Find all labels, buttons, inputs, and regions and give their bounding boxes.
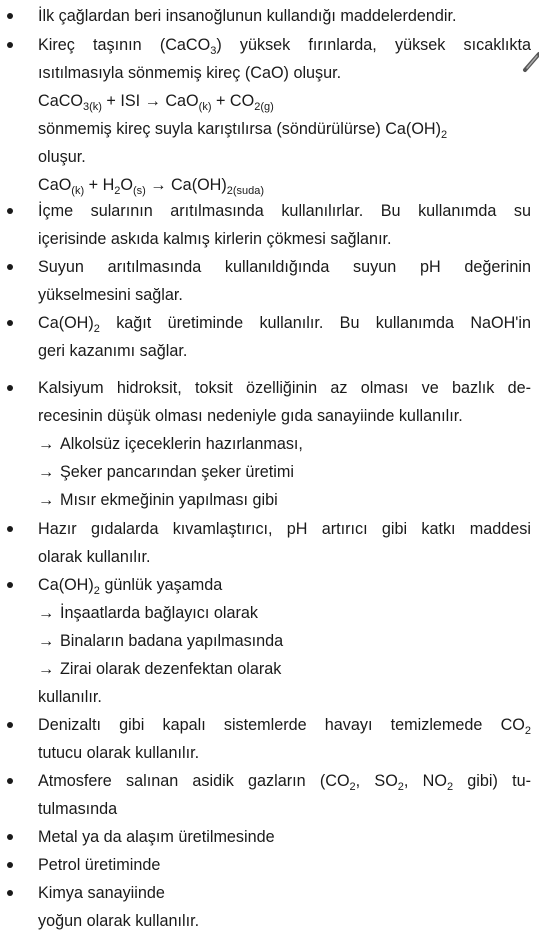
subscript: 2: [114, 185, 121, 197]
text-run: Zirai olarak dezenfektan olarak: [60, 660, 282, 678]
bullet-marker: [5, 11, 15, 21]
text-run: Atmosfere salınan asidik gazların (CO: [38, 772, 350, 790]
text-run: Mısır ekmeğinin yapılması gibi: [60, 491, 278, 509]
bullet-marker: [5, 262, 15, 272]
bullet-marker: [5, 206, 15, 216]
text-run: tutucu olarak kullanılır.: [38, 744, 200, 762]
subscript: 2: [446, 781, 454, 793]
subscript: 2: [397, 781, 404, 793]
subscript: 2: [441, 129, 448, 141]
arrow-icon: →: [38, 463, 55, 481]
text-line: [38, 855, 531, 875]
text-run: Kireç taşının (CaCO: [38, 36, 211, 54]
text-run: ısıtılmasıyla sönmemiş kireç (CaO) oluşur.: [38, 64, 342, 82]
text-line: [38, 6, 531, 26]
text-line: [38, 631, 531, 651]
subscript: 2: [524, 725, 531, 737]
text-run: geri kazanımı sağlar.: [38, 342, 188, 360]
text-line: [38, 378, 531, 398]
text-run: yükselmesini sağlar.: [38, 286, 183, 304]
text-line: [38, 257, 531, 277]
text-run: tulmasında: [38, 800, 118, 818]
text-run: ) yüksek fırınlarda, yüksek sıcaklıkta: [216, 36, 531, 54]
text-line: [38, 201, 531, 221]
text-line: [38, 715, 531, 735]
text-line: [38, 519, 531, 539]
text-run: Şeker pancarından şeker üretimi: [60, 463, 294, 481]
text-run: Binaların badana yapılmasında: [60, 632, 284, 650]
text-line: [38, 659, 531, 679]
arrow-icon: →: [38, 604, 55, 622]
text-line: [38, 490, 531, 510]
text-run: recesinin düşük olması nedeniyle gıda sanayiinde kullanılır.: [38, 407, 463, 425]
text-run: içerisinde askıda kalmış kirlerin çökmesi sağlanır.: [38, 230, 392, 248]
text-run: + ISI → CaO: [101, 92, 199, 110]
text-run: İlk çağlardan beri insanoğlunun kullandığı maddelerdendir.: [38, 7, 457, 25]
text-run: günlük yaşamda: [99, 576, 223, 594]
text-run: Kimya sanayiinde: [38, 884, 165, 902]
text-run: Ca(OH): [38, 314, 94, 332]
text-line: [38, 575, 531, 595]
text-run: Hazır gıdalarda kıvamlaştırıcı, pH artırıcı gibi katkı maddesi: [38, 520, 531, 538]
text-run: Kalsiyum hidroksit, toksit özelliğinin az olması ve bazlık de-: [38, 379, 531, 397]
arrow-icon: →: [38, 660, 55, 678]
subscript: 3(k): [82, 101, 102, 113]
arrow-icon: →: [38, 491, 55, 509]
subscript: (k): [198, 101, 212, 113]
text-line: [38, 147, 531, 167]
text-line: [38, 911, 531, 931]
text-line: [38, 687, 531, 707]
bullet-marker: [5, 383, 15, 393]
text-run: CaCO: [38, 92, 83, 110]
subscript: 2(suda): [226, 185, 265, 197]
text-run: İnşaatlarda bağlayıcı olarak: [60, 604, 258, 622]
text-run: İçme sularının arıtılmasında kullanılırlar. Bu kullanımda su: [38, 202, 531, 220]
subscript: (s): [132, 185, 146, 197]
text-run: kağıt üretiminde kullanılır. Bu kullanımda NaOH'in: [99, 314, 531, 332]
text-run: CaO: [38, 176, 72, 194]
bullet-marker: [5, 580, 15, 590]
text-run: olarak kullanılır.: [38, 548, 151, 566]
bullet-marker: [5, 318, 15, 328]
text-line: [38, 175, 531, 195]
text-run: , NO: [403, 772, 447, 790]
text-run: sönmemiş kireç suyla karıştılırsa (söndürülürse) Ca(OH): [38, 120, 441, 138]
text-line: [38, 35, 531, 55]
arrow-icon: →: [38, 435, 55, 453]
text-run: gibi) tu-: [453, 772, 532, 790]
text-run: Denizaltı gibi kapalı sistemlerde havayı temizlemede CO: [38, 716, 525, 734]
text-line: [38, 434, 531, 454]
text-line: [38, 771, 531, 791]
bullet-marker: [5, 524, 15, 534]
text-line: [38, 229, 531, 249]
text-run: yoğun olarak kullanılır.: [38, 912, 200, 930]
text-run: , SO: [355, 772, 398, 790]
text-line: [38, 91, 531, 111]
subscript: 2: [93, 585, 100, 597]
text-run: Suyun arıtılmasında kullanıldığında suyun pH değerinin: [38, 258, 531, 276]
text-line: [38, 462, 531, 482]
text-line: [38, 799, 531, 819]
text-line: [38, 341, 531, 361]
text-run: Metal ya da alaşım üretilmesinde: [38, 828, 275, 846]
bullet-marker: [5, 888, 15, 898]
bullet-marker: [5, 720, 15, 730]
text-line: [38, 63, 531, 83]
text-run: Ca(OH): [38, 576, 94, 594]
text-line: [38, 119, 531, 139]
text-run: oluşur.: [38, 148, 86, 166]
text-line: [38, 827, 531, 847]
text-run: O: [120, 176, 133, 194]
bullet-marker: [5, 860, 15, 870]
subscript: 2: [349, 781, 356, 793]
text-line: [38, 406, 531, 426]
text-run: Petrol üretiminde: [38, 856, 161, 874]
subscript: 2: [93, 323, 100, 335]
subscript: (k): [71, 185, 85, 197]
bullet-marker: [5, 40, 15, 50]
text-line: [38, 547, 531, 567]
text-line: [38, 285, 531, 305]
text-line: [38, 313, 531, 333]
text-run: kullanılır.: [38, 688, 102, 706]
text-line: [38, 603, 531, 623]
subscript: 3: [210, 45, 217, 57]
text-run: + H: [84, 176, 115, 194]
bullet-marker: [5, 776, 15, 786]
arrow-icon: →: [38, 632, 55, 650]
text-run: Alkolsüz içeceklerin hazırlanması,: [60, 435, 303, 453]
subscript: 2(g): [254, 101, 274, 113]
text-line: [38, 743, 531, 763]
text-run: → Ca(OH): [145, 176, 227, 194]
text-run: + CO: [211, 92, 255, 110]
bullet-marker: [5, 832, 15, 842]
text-line: [38, 883, 531, 903]
